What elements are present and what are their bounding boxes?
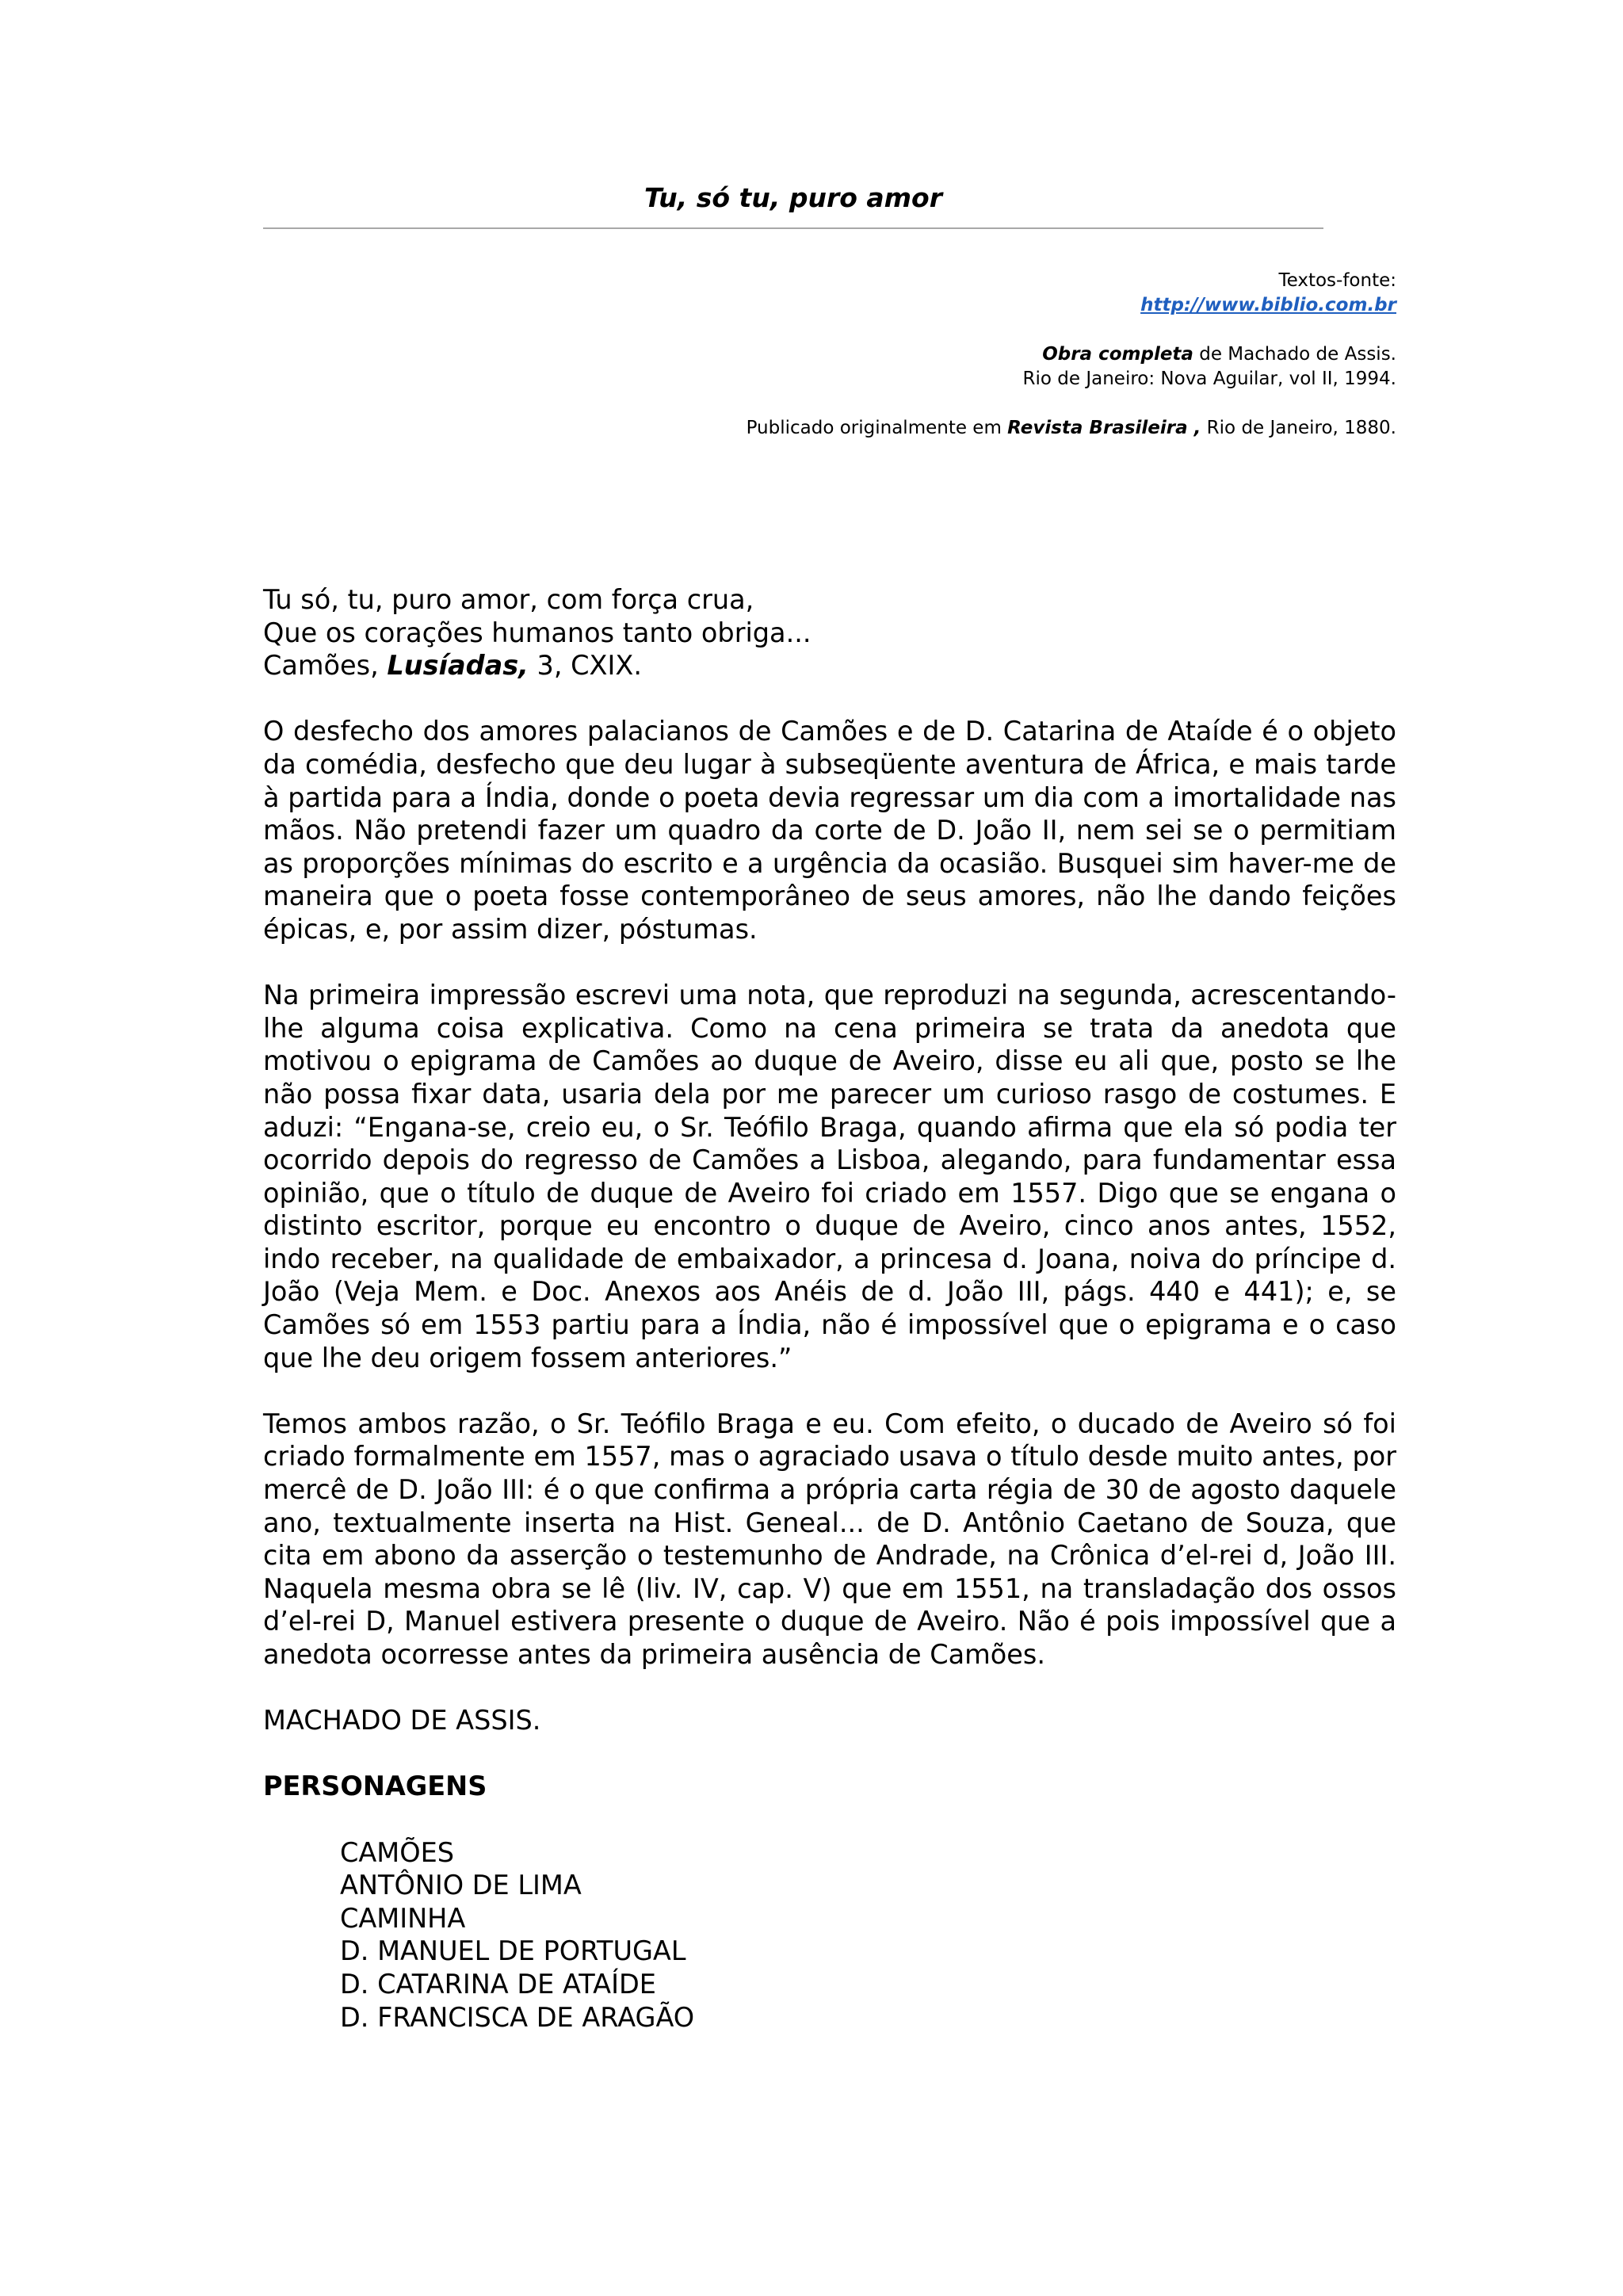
obra-title: Obra completa: [1042, 344, 1193, 365]
character-item: ANTÔNIO DE LIMA: [340, 1870, 582, 1901]
published-suffix: Rio de Janeiro, 1880.: [1201, 418, 1396, 438]
source-url-link[interactable]: http://www.biblio.com.br: [1140, 295, 1396, 315]
header-divider: [263, 227, 1323, 229]
character-item: D. MANUEL DE PORTUGAL: [340, 1935, 686, 1967]
published-line: [287, 416, 1396, 441]
character-item: CAMÕES: [340, 1836, 455, 1868]
epigraph-line-1: Tu só, tu, puro amor, com força crua,: [263, 584, 754, 615]
obra-author: de Machado de Assis.: [1193, 344, 1396, 365]
epigraph-source-author: Camões,: [263, 650, 388, 682]
obra-line: [287, 342, 1396, 367]
characters-list: [263, 1836, 1396, 2034]
page-title: Tu, só tu, puro amor: [643, 182, 943, 213]
characters-heading: PERSONAGENS: [263, 1771, 487, 1802]
body-paragraph-2: Na primeira impressão escrevi uma nota, que reproduzi na segunda, acrescentando-lhe alguma coisa explicativa. Como na cena primeira se trata da anedota que motivou o epigrama de Camões ao duque de Aveiro, disse eu ali que, posto se lhe não possa fixar data, usaria dela por me parecer um curioso rasgo de costumes. E aduzi: “Engana-se, creio eu, o Sr. Teófilo Braga, quando afirma que ela só podia ter ocorrido depois do regresso de Camões a Lisboa, alegando, para fundamentar essa opinião, que o título de duque de Aveiro foi criado em 1557. Digo que se engana o distinto escritor, porque eu encontro o duque de Aveiro, cinco anos antes, 1552, indo receber, na qualidade de embaixador, a princesa d. Joana, noiva do príncipe d. João (Veja Mem. e Doc. Anexos aos Anéis de d. João III, págs. 440 e 441); e, se Camões só em 1553 partiu para a Índia, não é impossível que o epigrama e o caso que lhe deu origem fossem anteriores.”: [263, 980, 1396, 1373]
epigraph-source: [263, 649, 1396, 682]
epigraph-line-2: Que os corações humanos tanto obriga...: [263, 617, 812, 648]
sources-link-line: [287, 293, 1396, 318]
signature: MACHADO DE ASSIS.: [263, 1705, 541, 1736]
body-paragraph-1: O desfecho dos amores palacianos de Camões e de D. Catarina de Ataíde é o objeto da comédia, desfecho que deu lugar à subseqüente aventura de África, e mais tarde à partida para a Índia, donde o poeta devia regressar um dia com a imortalidade nas mãos. Não pretendi fazer um quadro da corte de D. João II, nem sei se o permitiam as proporções mínimas do escrito e a urgência da ocasião. Busquei sim haver-me de maneira que o poeta fosse contemporâneo de seus amores, não lhe dando feições épicas, e, por assim dizer, póstumas.: [263, 716, 1396, 945]
published-prefix: Publicado originalmente em: [746, 418, 1008, 438]
character-item: CAMINHA: [340, 1902, 466, 1934]
sources-block: [287, 269, 1396, 441]
epigraph-source-ref: 3, CXIX.: [528, 650, 642, 682]
epigraph: [263, 583, 1396, 682]
published-journal: Revista Brasileira ,: [1007, 418, 1201, 438]
sources-label: Textos-fonte:: [1278, 270, 1396, 291]
epigraph-source-work: Lusíadas,: [387, 650, 529, 682]
document-body: [263, 583, 1396, 2034]
sources-spacer: [287, 392, 1396, 416]
publisher-line: Rio de Janeiro: Nova Aguilar, vol II, 1994.: [1022, 369, 1396, 389]
sources-spacer: [287, 318, 1396, 342]
character-item: D. FRANCISCA DE ARAGÃO: [340, 2001, 695, 2033]
body-paragraph-3: Temos ambos razão, o Sr. Teófilo Braga e eu. Com efeito, o ducado de Aveiro só foi criado formalmente em 1557, mas o agraciado usava o título desde muito antes, por mercê de D. João III: é o que confirma a própria carta régia de 30 de agosto daquele ano, textualmente inserta na Hist. Geneal... de D. Antônio Caetano de Souza, que cita em abono da asserção o testemunho de Andrade, na Crônica d’el-rei d, João III. Naquela mesma obra se lê (liv. IV, cap. V) que em 1551, na transladação dos ossos d’el-rei D, Manuel estivera presente o duque de Aveiro. Não é pois impossível que a anedota ocorresse antes da primeira ausência de Camões.: [263, 1408, 1396, 1670]
character-item: D. CATARINA DE ATAÍDE: [340, 1968, 656, 2000]
